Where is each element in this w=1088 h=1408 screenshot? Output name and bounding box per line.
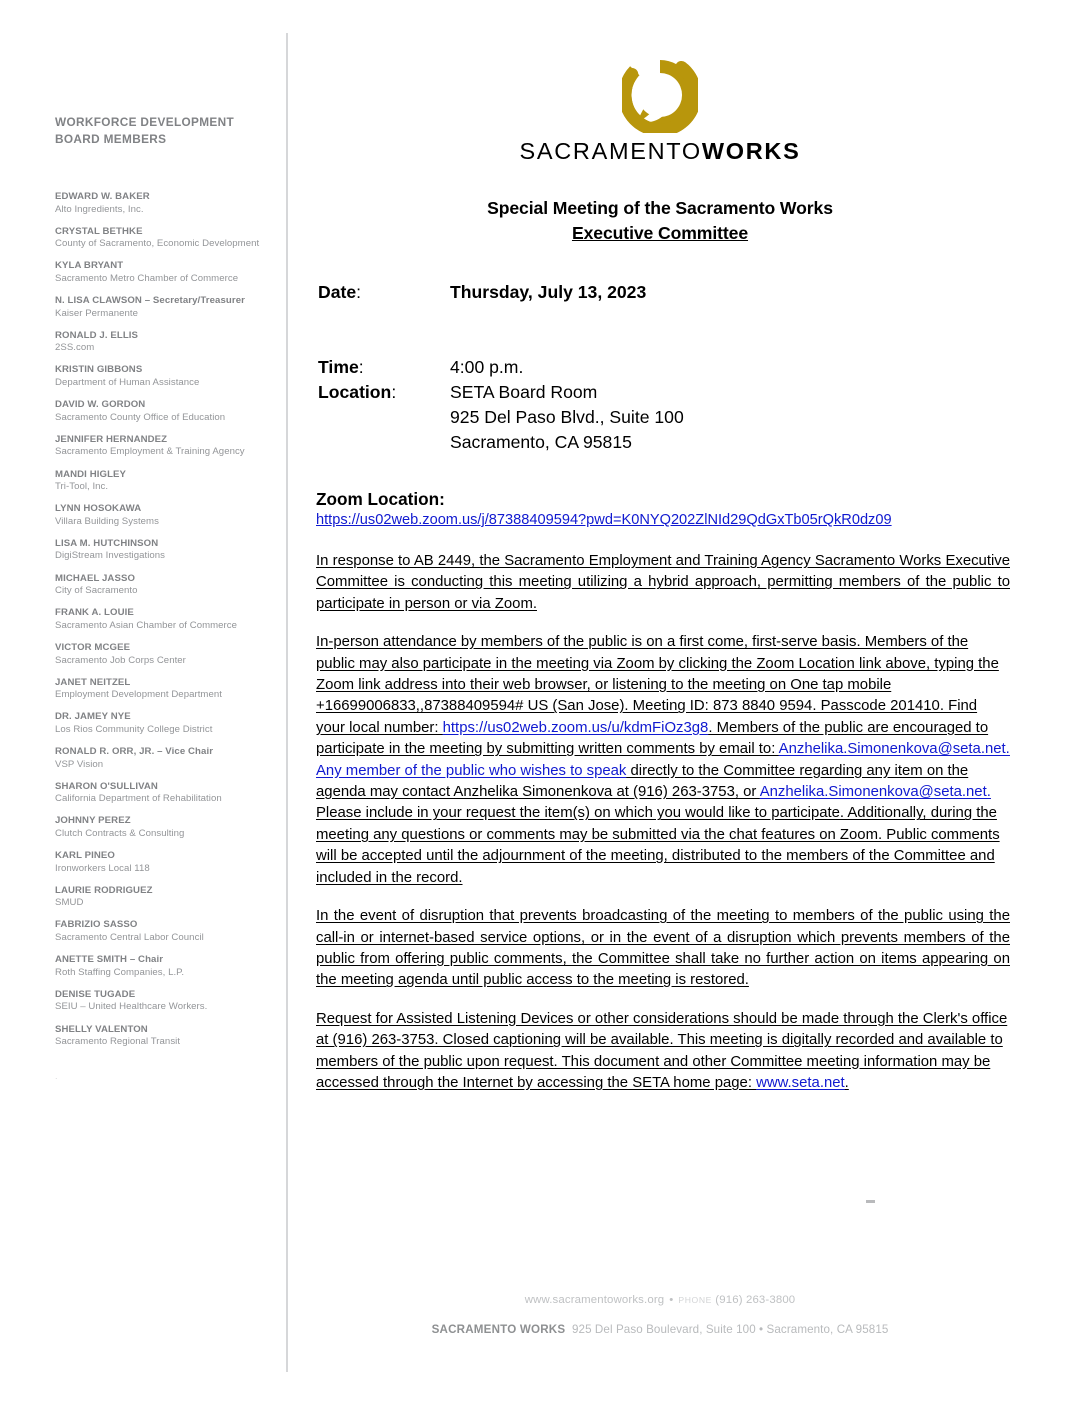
board-member-name: JENNIFER HERNANDEZ: [55, 433, 168, 445]
meta-spacer: [318, 305, 1010, 355]
board-member: [55, 573, 271, 598]
board-member: [55, 399, 271, 424]
accessibility-text-1: Request for Assisted Listening Devices or other considerations should be made through the Clerk's office at (916) 263-3753. Closed captioning will be available. This meeting is digitally recorded and available to members of the public upon request. This document and other Committee meeting information may be accessed through the Internet by accessing the SETA home page:: [316, 1010, 1008, 1091]
board-member-org: Sacramento Central Labor Council: [55, 932, 204, 944]
board-member-org: Ironworkers Local 118: [55, 862, 150, 874]
board-member-name: N. LISA CLAWSON – Secretary/Treasurer: [55, 295, 245, 307]
board-member-name: MICHAEL JASSO: [55, 572, 136, 584]
footer-contact-line: [310, 1292, 1010, 1308]
board-member-name: SHARON O'SULLIVAN: [55, 780, 158, 792]
board-member-name: CRYSTAL BETHKE: [55, 225, 143, 237]
board-member: [55, 191, 271, 216]
board-member-org: SEIU – United Healthcare Workers.: [55, 1001, 208, 1013]
time-value: 4:00 p.m.: [450, 357, 524, 377]
board-member: [55, 434, 271, 459]
wordmark-bold: WORKS: [701, 138, 801, 164]
meeting-details: [310, 280, 1010, 455]
local-number-link[interactable]: https://us02web.zoom.us/u/kdmFiOz3g8: [442, 719, 709, 736]
board-member: [55, 364, 271, 389]
column-divider: [286, 33, 288, 1372]
footer-phone: (916) 263-3800: [715, 1294, 796, 1306]
board-member-org: California Department of Rehabilitation: [55, 793, 222, 805]
board-member-org: Villara Building Systems: [55, 515, 159, 527]
board-member: [55, 919, 271, 944]
email-link-secondary[interactable]: Anzhelika.Simonenkova@seta.net.: [759, 784, 991, 801]
board-member: [55, 850, 271, 875]
board-member: [55, 330, 271, 355]
footer-address-line: [310, 1322, 1010, 1338]
board-member-name: ANETTE SMITH – Chair: [55, 954, 164, 966]
main-content: [310, 0, 1010, 1111]
board-member-name: KYLA BRYANT: [55, 260, 124, 272]
board-member-org: VSP Vision: [55, 758, 104, 770]
seta-home-link[interactable]: www.seta.net: [756, 1074, 845, 1091]
board-member-name: VICTOR MCGEE: [55, 641, 131, 653]
board-member-org: Sacramento Metro Chamber of Commerce: [55, 272, 239, 284]
board-member-org: Sacramento Regional Transit: [55, 1036, 181, 1048]
board-member-name: LISA M. HUTCHINSON: [55, 537, 159, 549]
location-city: Sacramento, CA 95815: [450, 432, 632, 452]
board-member: [55, 295, 271, 320]
board-member-org: Department of Human Assistance: [55, 377, 200, 389]
board-members-sidebar: [55, 114, 271, 1081]
letterhead-logo: [310, 0, 1010, 165]
board-member-name: FRANK A. LOUIE: [55, 607, 134, 619]
board-member-org: Roth Staffing Companies, L.P.: [55, 966, 185, 978]
board-member-name: DENISE TUGADE: [55, 988, 136, 1000]
board-member-name: LYNN HOSOKAWA: [55, 503, 142, 515]
paragraph-participation: [316, 632, 1010, 889]
board-member: [55, 885, 271, 910]
board-member-name: MANDI HIGLEY: [55, 468, 127, 480]
email-link-primary[interactable]: Anzhelika.Simonenkova@seta.net. Any member of the public who wishes to speak: [316, 741, 1010, 779]
board-member-org: Sacramento Job Corps Center: [55, 654, 186, 666]
time-label: Time:: [318, 357, 364, 377]
location-label: Location:: [318, 382, 397, 402]
board-member-name: EDWARD W. BAKER: [55, 191, 150, 202]
participation-text-4: Please include in your request the item(s) on which you would like to participate. Additionally, during the meeting any questions or comments may be submitted via the chat features on Zoom. Public comments will be accepted until the adjournment of the meeting, distributed to the members of the Committee and included in the record.: [316, 805, 1000, 886]
page-title: [310, 196, 1010, 246]
board-member-org: Alto Ingredients, Inc.: [55, 203, 144, 215]
board-member-org: DigiStream Investigations: [55, 550, 166, 562]
board-member-name: RONALD R. ORR, JR. – Vice Chair: [55, 746, 214, 757]
time-row: [318, 355, 1010, 380]
notice-body: [310, 551, 1010, 1094]
scan-artifact: [866, 1200, 875, 1203]
zoom-location-heading: Zoom Location:: [316, 489, 445, 509]
board-member: [55, 711, 271, 736]
board-member: [55, 746, 271, 771]
board-member-org: Clutch Contracts & Consulting: [55, 827, 185, 839]
board-member-name: DAVID W. GORDON: [55, 399, 146, 411]
board-member: [55, 781, 271, 806]
board-member: [55, 260, 271, 285]
page-footer: [310, 1292, 1010, 1338]
sidebar-trailing-mark: .: [55, 1070, 58, 1081]
location-row: [318, 380, 1010, 405]
board-member-org: SMUD: [55, 897, 84, 909]
title-line-1: Special Meeting of the Sacramento Works: [487, 198, 833, 218]
board-member: [55, 1024, 271, 1049]
board-member: [55, 538, 271, 563]
paragraph-accessibility: [316, 1009, 1010, 1095]
board-member-name: KARL PINEO: [55, 850, 115, 862]
board-member-org: Sacramento Asian Chamber of Commerce: [55, 619, 238, 631]
board-member-name: LAURIE RODRIGUEZ: [55, 884, 153, 896]
board-member: [55, 607, 271, 632]
board-member: [55, 469, 271, 494]
accessibility-text-2: .: [844, 1074, 849, 1091]
board-member-list: [55, 191, 271, 1049]
board-member-org: Sacramento Employment & Training Agency: [55, 446, 245, 458]
board-member: [55, 677, 271, 702]
board-member-name: RONALD J. ELLIS: [55, 329, 139, 341]
zoom-meeting-link[interactable]: https://us02web.zoom.us/j/87388409594?pwd=K0NYQ202ZlNId29QdGxTb05rQkR0dz09: [316, 512, 892, 528]
board-member-name: KRISTIN GIBBONS: [55, 364, 143, 376]
wordmark-light: SACRAMENTO: [519, 138, 702, 164]
board-member-name: FABRIZIO SASSO: [55, 919, 138, 931]
board-member: [55, 815, 271, 840]
board-member: [55, 642, 271, 667]
sacramento-works-wordmark: [310, 138, 1010, 165]
board-member-org: Tri-Tool, Inc.: [55, 481, 109, 493]
zoom-location-block: [310, 488, 1010, 531]
board-member: [55, 954, 271, 979]
board-member-name: JOHNNY PEREZ: [55, 815, 131, 827]
board-member-org: Employment Development Department: [55, 689, 222, 701]
date-row: [318, 280, 1010, 305]
paragraph-ab2449: In response to AB 2449, the Sacramento Employment and Training Agency Sacramento Works Executive Committee is conducting this meeting utilizing a hybrid approach, permitting members of the public to participate in person or via Zoom.: [316, 553, 1010, 612]
footer-address: 925 Del Paso Boulevard, Suite 100 • Sacramento, CA 95815: [571, 1323, 889, 1336]
board-member-org: Sacramento County Office of Education: [55, 411, 226, 423]
board-member-org: City of Sacramento: [55, 585, 138, 597]
participation-text-1: In-person attendance by members of the public is on a first come, first-serve basis. Members of the public may also participate in the meeting via Zoom by clicking the Zoom Location link above, typing the Zoom link address into their web browser, or listening to the meeting on One tap mobile +16699006833,,87388409594# US (San Jose). Meeting ID: 873 8840 9594. Passcode 201410. Find your local number:: [316, 634, 999, 736]
board-member-name: DR. JAMEY NYE: [55, 711, 131, 723]
board-member: [55, 989, 271, 1014]
board-member: [55, 226, 271, 251]
paragraph-disruption: In the event of disruption that prevents broadcasting of the meeting to members of the public using the call-in or internet-based service options, or in the event of a disruption which prevents members of the public from offering public comments, the Committee shall take no further action on items appearing on the meeting agenda until public access to the meeting is restored.: [316, 908, 1010, 989]
board-member-org: County of Sacramento, Economic Development: [55, 238, 260, 250]
participation-text-3: directly to the Committee regarding any item on the agenda may contact Anzhelika Simonenkova at (916) 263-3753, or: [316, 762, 969, 801]
footer-separator-1: •: [669, 1294, 674, 1306]
sidebar-title: WORKFORCE DEVELOPMENT BOARD MEMBERS: [55, 115, 235, 146]
date-value: Thursday, July 13, 2023: [450, 282, 647, 302]
footer-phone-label: PHONE: [678, 1295, 712, 1305]
sacramento-works-ring-icon: [622, 57, 698, 133]
board-member: [55, 503, 271, 528]
date-label: Date:: [318, 282, 362, 302]
board-member-org: Kaiser Permanente: [55, 307, 138, 319]
location-street: 925 Del Paso Blvd., Suite 100: [450, 407, 684, 427]
board-member-org: Los Rios Community College District: [55, 723, 213, 735]
board-member-name: JANET NEITZEL: [55, 676, 131, 688]
board-member-org: 2SS.com: [55, 342, 95, 354]
location-value: SETA Board Room: [450, 382, 598, 402]
title-line-2: Executive Committee: [571, 223, 749, 243]
footer-brand: SACRAMENTO WORKS: [431, 1323, 566, 1336]
board-member-name: SHELLY VALENTON: [55, 1023, 148, 1035]
footer-website: www.sacramentoworks.org: [524, 1294, 665, 1306]
participation-text-2: . Members of the public are encouraged to participate in the meeting by submitting written comments by email to:: [316, 719, 989, 758]
